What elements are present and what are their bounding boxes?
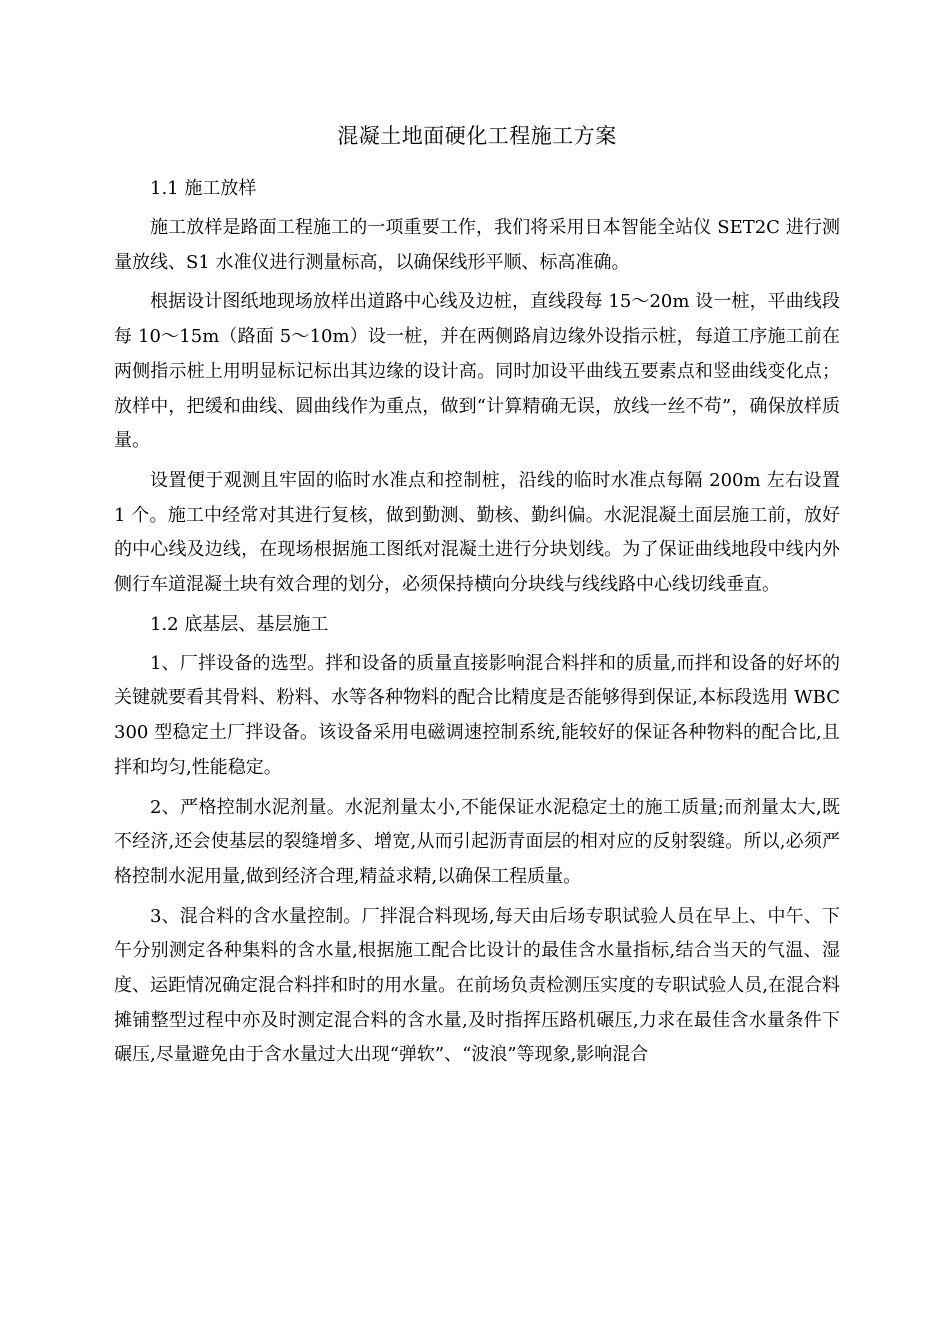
section-heading-1-1: 1.1 施工放样 [150,178,257,199]
paragraph-moisture-control: 3、混合料的含水量控制。厂拌混合料现场,每天由后场专职试验人员在早上、中午、下午分别测定各种集料的含水量,根据施工配合比设计的最佳含水量指标,结合当天的气温、湿度、运距情况确定混合料拌和时的用水量。在前场负责检测压实度的专职试验人员,在混合料摊铺整型过程中亦及时测定混合料的含水量,及时指挥压路机碾压,力求在最佳含水量条件下碾压,尽量避免由于含水量过大出现“弹软”、“波浪”等现象,影响混合 [114,905,840,1066]
document-title: 混凝土地面硬化工程施工方案 [337,124,617,148]
paragraph-staking-intro: 施工放样是路面工程施工的一项重要工作，我们将采用日本智能全站仪 SET2C 进行测量放线、S1 水准仪进行测量标高，以确保线形平顺、标高准确。 [114,217,840,273]
paragraph-staking-method: 根据设计图纸地现场放样出道路中心线及边桩，直线段每 15～20m 设一桩，平曲线段每 10～15m（路面 5～10m）设一桩，并在两侧路肩边缘外设指示桩，每道工序施工前在两侧指示桩上用明显标记标出其边缘的设计高。同时加设平曲线五要素点和竖曲线变化点；放样中，把缓和曲线、圆曲线作为重点，做到“计算精确无误，放线一丝不苟”，确保放样质量。 [114,291,840,452]
section-heading-1-2: 1.2 底基层、基层施工 [150,613,329,635]
paragraph-mixing-plant: 1、厂拌设备的选型。拌和设备的质量直接影响混合料拌和的质量,而拌和设备的好坏的关键就要看其骨料、粉料、水等各种物料的配合比精度是否能够得到保证,本标段选用 WBC300 型稳定土厂拌设备。该设备采用电磁调速控制系统,能较好的保证各种物料的配合比,且拌和均匀,性能稳定。 [114,652,840,778]
paragraph-cement-dosage: 2、严格控制水泥剂量。水泥剂量太小,不能保证水泥稳定土的施工质量;而剂量太大,既不经济,还会使基层的裂缝增多、增宽,从而引起沥青面层的相对应的反射裂缝。所以,必须严格控制水泥用量,做到经济合理,精益求精,以确保工程质量。 [114,796,840,887]
paragraph-benchmarks: 设置便于观测且牢固的临时水准点和控制桩，沿线的临时水准点每隔 200m 左右设置 1 个。施工中经常对其进行复核，做到勤测、勤核、勤纠偏。水泥混凝土面层施工前，放好的中心线及边线，在现场根据施工图纸对混凝土进行分块划线。为了保证曲线地段中线内外侧行车道混凝土块有效合理的划分，必须保持横向分块线与线线路中心线切线垂直。 [114,469,840,596]
document-page [114,118,840,1078]
